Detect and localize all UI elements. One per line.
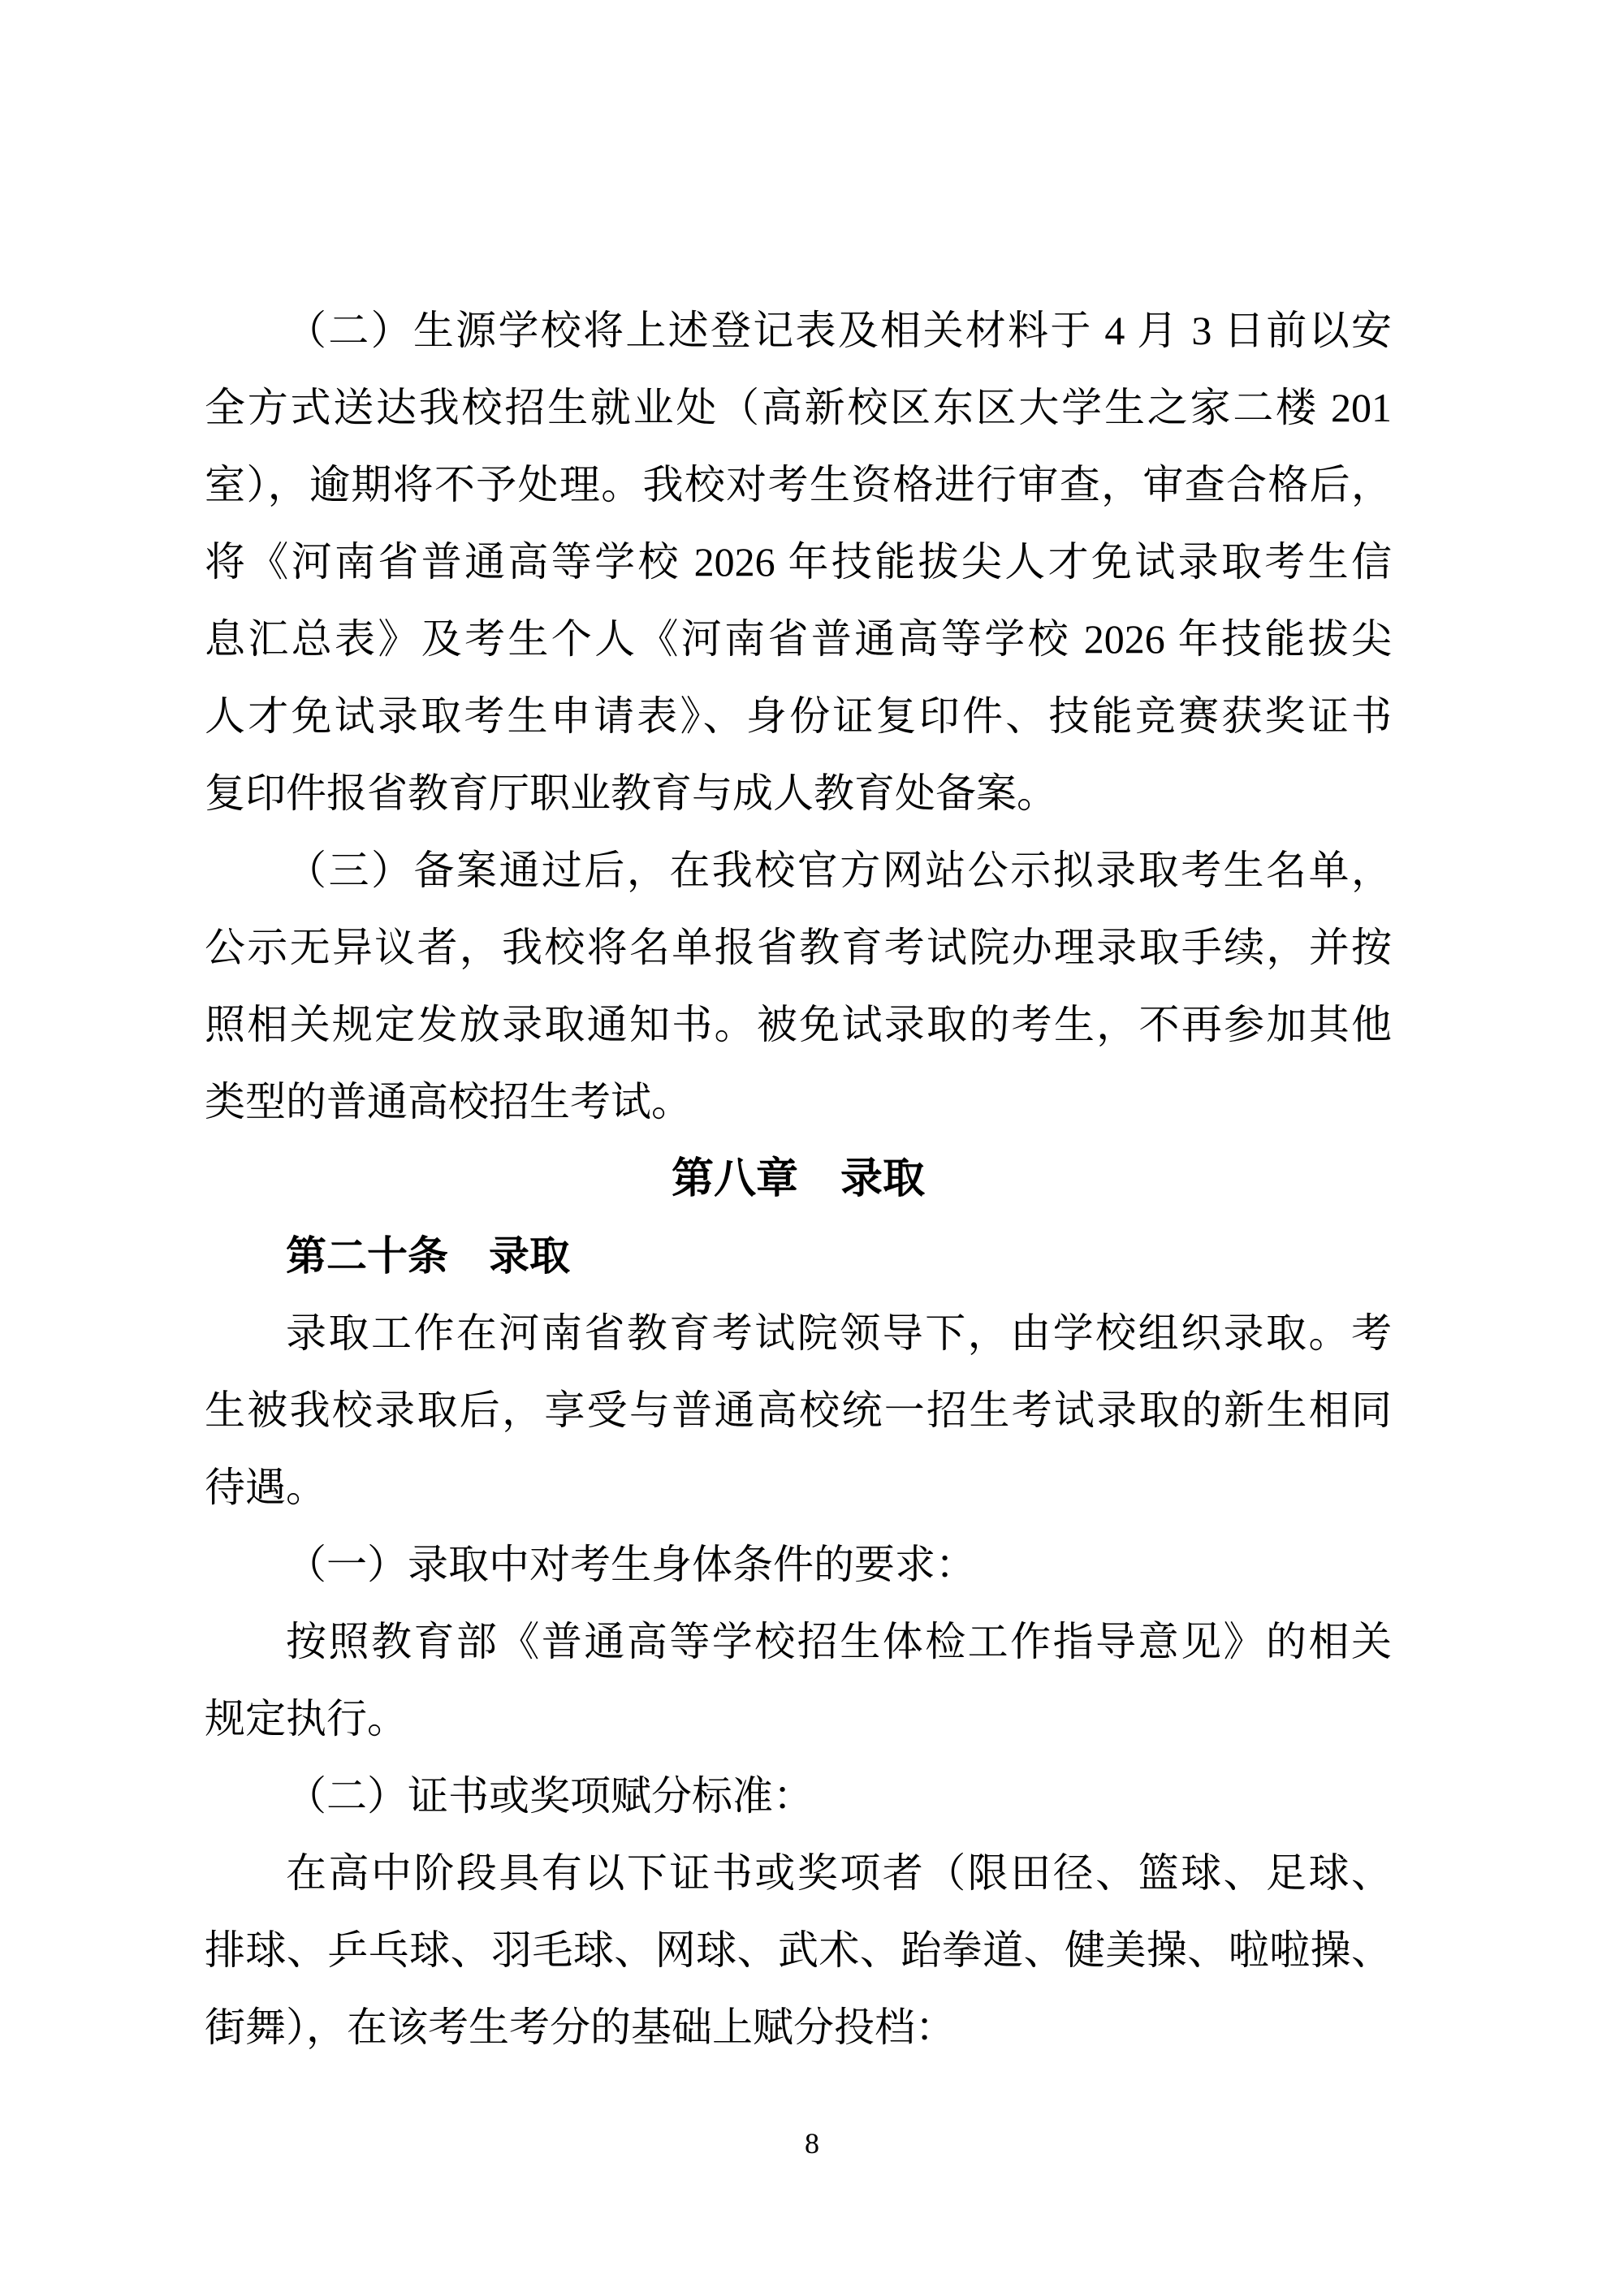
para-2-line-6: 人才免试录取考生申请表》、身份证复印件、技能竞赛获奖证书 [205,693,1392,739]
item-1-line-1: 按照教育部《普通高等学校招生体检工作指导意见》的相关 [286,1619,1392,1664]
article-para-line-3: 待遇。 [205,1465,326,1510]
para-2-line-4: 将《河南省普通高等学校 2026 年技能拔尖人才免试录取考生信 [205,539,1392,585]
para-2-line-5: 息汇总表》及考生个人《河南省普通高等学校 2026 年技能拔尖 [205,616,1392,662]
para-3-line-3: 照相关规定发放录取通知书。被免试录取的考生，不再参加其他 [205,1002,1392,1047]
article-heading: 第二十条 录取 [286,1233,570,1279]
para-2-line-3: 室），逾期将不予处理。我校对考生资格进行审查，审查合格后， [205,462,1392,507]
item-1-heading: （一）录取中对考生身体条件的要求： [286,1542,976,1587]
para-2-line-2: 全方式送达我校招生就业处（高新校区东区大学生之家二楼 201 [205,385,1392,430]
item-1-line-2: 规定执行。 [205,1696,408,1741]
item-2-line-3: 街舞），在该考生考分的基础上赋分投档： [205,2005,956,2050]
item-2-heading: （二）证书或奖项赋分标准： [286,1773,814,1819]
para-3-line-2: 公示无异议者，我校将名单报省教育考试院办理录取手续，并按 [205,925,1392,970]
item-2-line-2: 排球、乒乓球、羽毛球、网球、武术、跆拳道、健美操、啦啦操、 [205,1927,1392,1973]
page-number: 8 [805,2127,819,2160]
article-para-line-2: 生被我校录取后，享受与普通高校统一招生考试录取的新生相同 [205,1388,1392,1433]
para-3-line-1: （三）备案通过后，在我校官方网站公示拟录取考生名单， [286,848,1392,893]
chapter-heading: 第八章 录取 [671,1155,925,1202]
para-2-line-1: （二）生源学校将上述登记表及相关材料于 4 月 3 日前以安 [286,308,1392,353]
document-body [205,292,1392,2066]
article-para-line-1: 录取工作在河南省教育考试院领导下，由学校组织录取。考 [286,1310,1392,1356]
para-3-line-4: 类型的普通高校招生考试。 [205,1079,692,1124]
para-2-line-7: 复印件报省教育厅职业教育与成人教育处备案。 [205,770,1057,816]
item-2-line-1: 在高中阶段具有以下证书或奖项者（限田径、篮球、足球、 [286,1850,1392,1896]
